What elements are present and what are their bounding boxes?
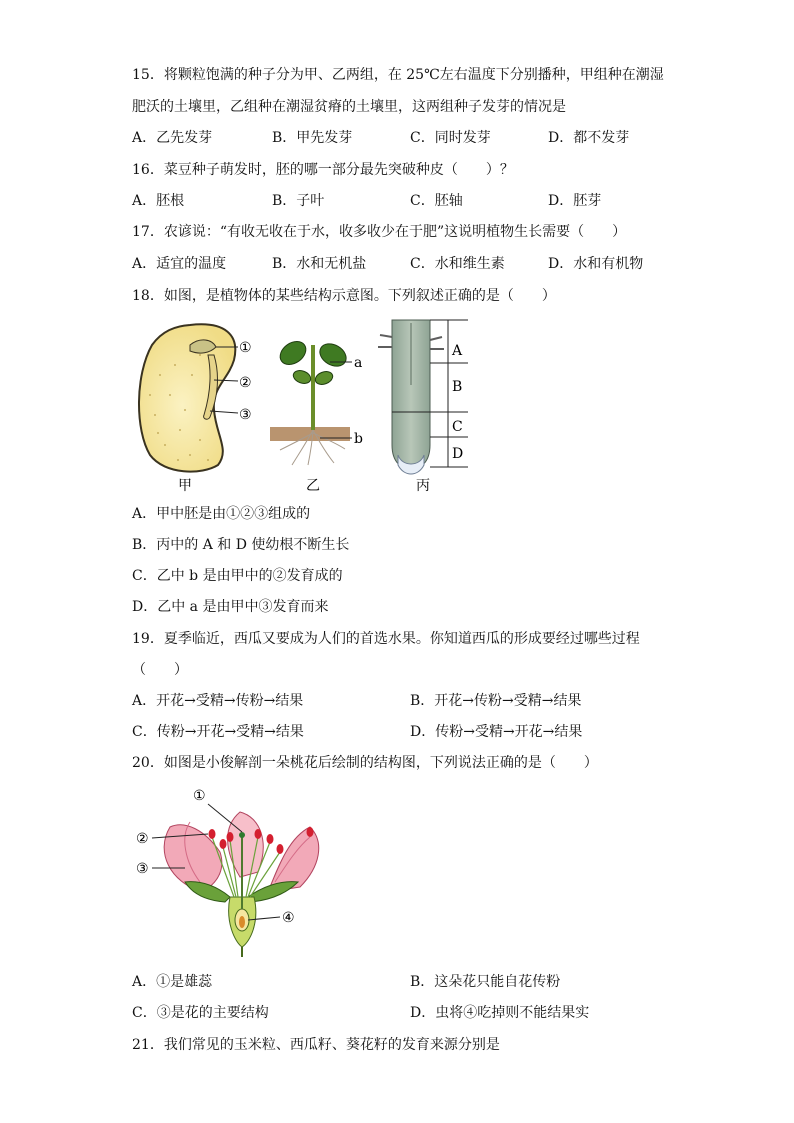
q16-option-d[interactable]: D．胚芽 — [548, 193, 602, 209]
q19-option-b[interactable]: B．开花→传粉→受精→结果 — [410, 693, 582, 709]
seed-mark-2: ② — [239, 375, 252, 391]
q19-stem: 19．夏季临近，西瓜又要成为人们的首选水果。你知道西瓜的形成要经过哪些过程 — [132, 631, 640, 647]
q18-option-d[interactable]: D．乙中 a 是由甲中③发育而来 — [132, 599, 329, 615]
q18-option-b[interactable]: B．丙中的 A 和 D 使幼根不断生长 — [132, 537, 350, 553]
seed-mark-1: ① — [239, 340, 252, 356]
label-jia: 甲 — [178, 478, 192, 494]
root-mark-C: C — [452, 419, 463, 435]
root-mark-B: B — [452, 379, 463, 395]
q20-flower-figure — [130, 782, 340, 957]
root-tip-diagram — [378, 320, 468, 494]
q17-option-d[interactable]: D．水和有机物 — [548, 256, 644, 272]
q15-stem-line1: 15．将颗粒饱满的种子分为甲、乙两组，在 25℃左右温度下分别播种，甲组种在潮湿 — [132, 67, 664, 83]
q18-option-a[interactable]: A．甲中胚是由①②③组成的 — [132, 506, 311, 522]
q16-option-c[interactable]: C．胚轴 — [410, 193, 463, 209]
label-bing: 丙 — [416, 478, 430, 494]
q16-stem: 16．菜豆种子萌发时，胚的哪一部分最先突破种皮（ ）？ — [132, 162, 514, 178]
q17-stem: 17．农谚说：“有收无收在于水，收多收少在于肥”这说明植物生长需要（ ） — [132, 224, 627, 240]
q19-option-d[interactable]: D．传粉→受精→开花→结果 — [410, 724, 583, 740]
seedling-diagram — [270, 337, 363, 494]
q19-option-c[interactable]: C．传粉→开花→受精→结果 — [132, 724, 304, 740]
q18-figure — [130, 315, 475, 495]
q18-option-c[interactable]: C．乙中 b 是由甲中的②发育成的 — [132, 568, 343, 584]
q21-stem: 21．我们常见的玉米粒、西瓜籽、葵花籽的发育来源分别是 — [132, 1037, 500, 1053]
flower-mark-4: ④ — [282, 910, 295, 926]
seedling-mark-a: a — [354, 355, 363, 371]
seedling-mark-b: b — [354, 431, 363, 447]
q15-option-a[interactable]: A．乙先发芽 — [132, 130, 213, 146]
root-mark-A: A — [452, 343, 463, 359]
q17-option-b[interactable]: B．水和无机盐 — [272, 256, 367, 272]
q18-stem: 18．如图，是植物体的某些结构示意图。下列叙述正确的是（ ） — [132, 288, 556, 304]
q20-stem: 20．如图是小俊解剖一朵桃花后绘制的结构图，下列说法正确的是（ ） — [132, 755, 598, 771]
q15-option-d[interactable]: D．都不发芽 — [548, 130, 630, 146]
q20-option-a[interactable]: A．①是雄蕊 — [132, 974, 213, 990]
q15-stem-line2: 肥沃的土壤里，乙组种在潮湿贫瘠的土壤里，这两组种子发芽的情况是 — [132, 99, 566, 115]
root-mark-D: D — [452, 446, 464, 462]
q20-option-c[interactable]: C．③是花的主要结构 — [132, 1005, 269, 1021]
flower-mark-1: ① — [193, 788, 206, 804]
q20-option-b[interactable]: B．这朵花只能自花传粉 — [410, 974, 561, 990]
q19-bracket: （ ） — [132, 662, 188, 678]
label-yi: 乙 — [306, 478, 320, 494]
q17-option-c[interactable]: C．水和维生素 — [410, 256, 505, 272]
q15-option-b[interactable]: B．甲先发芽 — [272, 130, 353, 146]
q20-option-d[interactable]: D．虫将④吃掉则不能结果实 — [410, 1005, 590, 1021]
q17-option-a[interactable]: A．适宜的温度 — [132, 256, 227, 272]
q15-option-c[interactable]: C．同时发芽 — [410, 130, 491, 146]
q19-option-a[interactable]: A．开花→受精→传粉→结果 — [132, 693, 304, 709]
q16-option-a[interactable]: A．胚根 — [132, 193, 185, 209]
flower-mark-3: ③ — [136, 861, 149, 877]
bean-seed-diagram — [139, 324, 252, 494]
q16-option-b[interactable]: B．子叶 — [272, 193, 325, 209]
seed-mark-3: ③ — [239, 407, 252, 423]
flower-mark-2: ② — [136, 831, 149, 847]
